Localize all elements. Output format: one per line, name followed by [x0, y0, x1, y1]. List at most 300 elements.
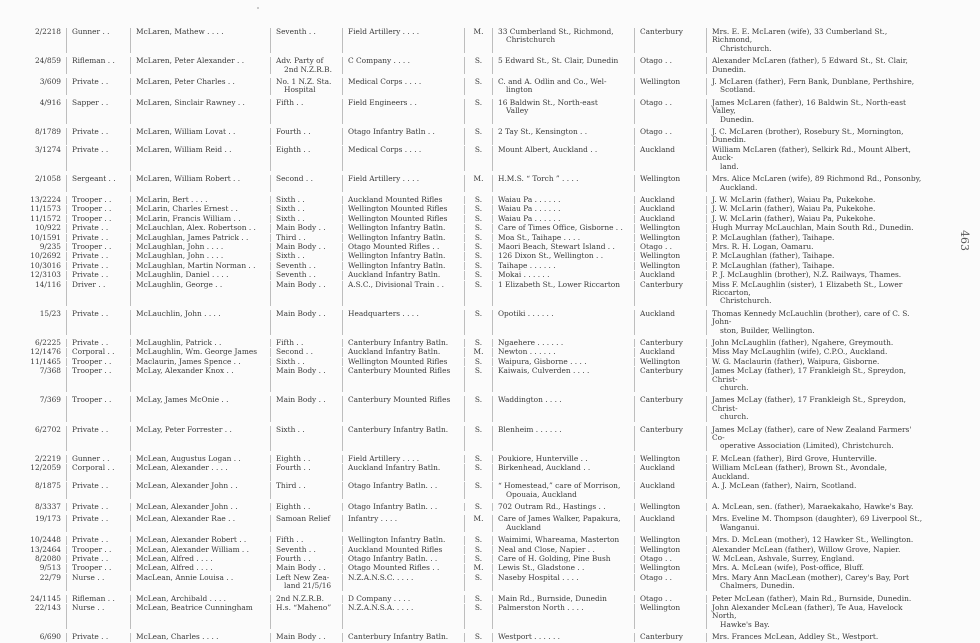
marital-status-text: S.: [474, 194, 483, 204]
next-of-kin: [706, 28, 926, 53]
marital-status: [464, 633, 492, 641]
soldier-name-text: McLean, Augustus Logan . .: [136, 453, 241, 463]
embarkation-unit: [270, 633, 342, 641]
regimental-number-text: 7/369: [39, 395, 61, 405]
soldier-name-text: McLauchlin, John . . . .: [136, 308, 221, 318]
soldier-name-text: McLarin, Francis William . .: [136, 213, 241, 223]
next-of-kin-text: A. McLean, sen. (father), Maraekakaho, Hawke's Bay.: [712, 501, 914, 511]
next-of-kin: [706, 482, 926, 499]
last-address-text: Waiau Pa . . . . . .: [498, 194, 561, 204]
marital-status: [464, 262, 492, 270]
embarkation-unit: [270, 555, 342, 563]
embarkation-unit: [270, 215, 342, 223]
rank: [66, 146, 130, 171]
regimental-number-text: 10/922: [34, 223, 61, 233]
next-of-kin: [706, 464, 926, 481]
soldier-name: [130, 455, 270, 463]
rank: [66, 546, 130, 554]
rank-text: Private . .: [72, 77, 109, 87]
next-of-kin-continuation: Dunedin.: [720, 114, 755, 124]
district: [634, 57, 706, 74]
soldier-name: [130, 426, 270, 451]
embarkation-unit-text: Seventh . .: [276, 270, 316, 280]
embarkation-unit: [270, 271, 342, 279]
unit: [342, 57, 464, 74]
marital-status-text: M.: [473, 347, 484, 357]
last-address-text: Naseby Hospital . . . .: [498, 572, 579, 582]
unit-text: Auckland Infantry Batln.: [348, 463, 441, 473]
district: [634, 595, 706, 603]
unit: [342, 555, 464, 563]
table-row: [0, 464, 930, 481]
marital-status: [464, 604, 492, 629]
soldier-name: [130, 464, 270, 481]
embarkation-unit: [270, 604, 342, 629]
embarkation-unit-text: Fourth . .: [276, 463, 311, 473]
embarkation-unit-text: Samoan Relief: [276, 514, 331, 524]
marital-status-text: S.: [474, 463, 483, 473]
marital-status-text: S.: [474, 223, 483, 233]
marital-status-text: M.: [473, 563, 484, 573]
marital-status-text: S.: [474, 453, 483, 463]
unit: [342, 595, 464, 603]
unit-text: Wellington Infantry Batln.: [348, 251, 446, 261]
embarkation-unit-text: Main Body . .: [276, 366, 326, 376]
district: [634, 348, 706, 356]
district-text: Canterbury: [640, 395, 683, 405]
last-address: [492, 224, 634, 232]
regimental-number: [0, 546, 66, 554]
next-of-kin: [706, 281, 926, 306]
embarkation-unit: [270, 252, 342, 260]
regimental-number-text: 2/1058: [34, 174, 61, 184]
soldier-name-text: McLaughlan, John . . . .: [136, 251, 224, 261]
rank-text: Sergeant . .: [72, 174, 116, 184]
soldier-name: [130, 128, 270, 145]
next-of-kin: [706, 426, 926, 451]
next-of-kin-continuation: Hawke's Bay.: [720, 619, 770, 629]
rank-text: Trooper . .: [72, 366, 112, 376]
embarkation-unit: [270, 482, 342, 499]
embarkation-unit-text: Sixth . .: [276, 194, 305, 204]
rank: [66, 281, 130, 306]
next-of-kin: [706, 503, 926, 511]
soldier-name-text: McLaren, Peter Charles . .: [136, 77, 235, 87]
table-row: [0, 205, 930, 213]
district: [634, 281, 706, 306]
soldier-name-text: MacLean, Annie Louisa . .: [136, 572, 234, 582]
embarkation-unit-text: Second . .: [276, 347, 313, 357]
soldier-name: [130, 482, 270, 499]
last-address-text: Newton . . . . . .: [498, 347, 556, 357]
district-text: Auckland: [640, 270, 675, 280]
next-of-kin: [706, 455, 926, 463]
table-row: [0, 339, 930, 347]
unit-text: Wellington Infantry Batln.: [348, 223, 446, 233]
last-address: [492, 396, 634, 421]
rank: [66, 455, 130, 463]
unit: [342, 546, 464, 554]
district: [634, 426, 706, 451]
embarkation-unit-text: Fifth . .: [276, 338, 304, 347]
unit-text: Auckland Infantry Batln.: [348, 270, 441, 280]
unit: [342, 536, 464, 544]
rank: [66, 205, 130, 213]
soldier-name: [130, 175, 270, 192]
district-text: Canterbury: [640, 338, 683, 347]
district-text: Auckland: [640, 194, 675, 204]
embarkation-unit-text: Sixth . .: [276, 424, 305, 434]
unit-text: Infantry . . . .: [348, 514, 398, 524]
district-text: Wellington: [640, 535, 681, 545]
embarkation-unit-text: Third . .: [276, 232, 306, 242]
rank: [66, 262, 130, 270]
rank: [66, 604, 130, 629]
next-of-kin: [706, 633, 926, 641]
marital-status: [464, 196, 492, 204]
table-row: [0, 215, 930, 223]
unit: [342, 503, 464, 511]
rank: [66, 555, 130, 563]
last-address-text: Neal and Close, Napier . .: [498, 544, 595, 554]
unit: [342, 224, 464, 232]
rank: [66, 464, 130, 481]
soldier-name: [130, 367, 270, 392]
unit-text: Medical Corps . . . .: [348, 144, 422, 154]
unit: [342, 243, 464, 251]
soldier-name: [130, 224, 270, 232]
regimental-number: [0, 633, 66, 641]
marital-status-text: S.: [474, 97, 483, 107]
next-of-kin-text: F. McLean (father), Bird Grove, Hunterville.: [712, 453, 877, 463]
soldier-name-text: McLean, Beatrice Cunningham: [136, 602, 253, 612]
rank: [66, 358, 130, 366]
soldier-name-text: McLean, Charles . . . .: [136, 632, 219, 642]
rank: [66, 196, 130, 204]
table-row: [0, 196, 930, 204]
marital-status: [464, 464, 492, 481]
regimental-number-text: 13/2224: [30, 194, 61, 204]
soldier-name: [130, 604, 270, 629]
embarkation-unit-text: Eighth . .: [276, 144, 311, 154]
district: [634, 464, 706, 481]
soldier-name-text: McLaughlan, James Patrick . .: [136, 232, 249, 242]
embarkation-unit: [270, 367, 342, 392]
embarkation-unit: [270, 310, 342, 335]
regimental-number-text: 9/235: [39, 241, 61, 251]
marital-status-text: S.: [474, 366, 483, 376]
rank-text: Private . .: [72, 535, 109, 545]
marital-status-text: S.: [474, 338, 483, 347]
district: [634, 604, 706, 629]
rank-text: Trooper . .: [72, 194, 112, 204]
unit: [342, 99, 464, 124]
regimental-number: [0, 99, 66, 124]
marital-status-text: S.: [474, 356, 483, 366]
next-of-kin: [706, 146, 926, 171]
last-address: [492, 633, 634, 641]
marital-status-text: S.: [474, 424, 483, 434]
unit-text: Field Engineers . .: [348, 97, 417, 107]
embarkation-unit: [270, 536, 342, 544]
next-of-kin: [706, 271, 926, 279]
rank-text: Nurse . .: [72, 602, 105, 612]
last-address-text: Taihape . . . . . .: [498, 260, 556, 270]
regimental-number: [0, 243, 66, 251]
unit-text: Otago Infantry Batln. . .: [348, 481, 438, 491]
regimental-number-text: 6/2225: [34, 338, 61, 347]
regimental-number: [0, 455, 66, 463]
marital-status: [464, 78, 492, 95]
next-of-kin-text: A. J. McLean (father), Nairn, Scotland.: [712, 481, 857, 491]
embarkation-unit-text: H.s. “Maheno”: [276, 602, 332, 612]
regimental-number: [0, 464, 66, 481]
embarkation-unit-text: Second . .: [276, 174, 313, 184]
embarkation-unit: [270, 358, 342, 366]
regimental-number: [0, 536, 66, 544]
table-row: [0, 252, 930, 260]
embarkation-unit-text: Third . .: [276, 481, 306, 491]
regimental-number: [0, 358, 66, 366]
last-address-text: Mount Albert, Auckland . .: [498, 144, 598, 154]
last-address-text: 16 Baldwin St., North-east: [498, 97, 598, 107]
rank-text: Private . .: [72, 424, 109, 434]
last-address: [492, 78, 634, 95]
embarkation-unit-continuation: 2nd N.Z.R.B.: [284, 64, 332, 74]
marital-status: [464, 252, 492, 260]
soldier-name-text: McLarin, Bert . . . .: [136, 194, 208, 204]
unit: [342, 146, 464, 171]
next-of-kin: [706, 546, 926, 554]
regimental-number: [0, 339, 66, 347]
next-of-kin-text: Mrs. E. E. McLaren (wife), 33 Cumberland St., Richmond,: [712, 27, 888, 45]
next-of-kin-text: William McLean (father), Brown St., Avondale, Auckland.: [712, 463, 888, 481]
regimental-number: [0, 78, 66, 95]
regimental-number: [0, 426, 66, 451]
last-address-text: Waddington . . . .: [498, 395, 562, 405]
regimental-number: [0, 281, 66, 306]
next-of-kin-continuation: Wanganui.: [720, 522, 760, 532]
next-of-kin: [706, 574, 926, 591]
district-text: Canterbury: [640, 279, 683, 289]
next-of-kin-text: John Alexander McLean (father), Te Aua, Havelock North,: [712, 602, 903, 621]
regimental-number-text: 3/609: [39, 77, 61, 87]
next-of-kin: [706, 128, 926, 145]
next-of-kin-continuation: Scotland.: [720, 85, 756, 95]
unit: [342, 348, 464, 356]
next-of-kin-continuation: church.: [720, 383, 749, 393]
soldier-name-text: McLean, Alexander John . .: [136, 501, 238, 511]
rank-text: Private . .: [72, 481, 109, 491]
next-of-kin-text: J. W. McLarin (father), Waiau Pa, Pukekohe.: [712, 194, 876, 204]
marital-status: [464, 367, 492, 392]
last-address-continuation: Christchurch: [506, 35, 556, 45]
marital-status: [464, 128, 492, 145]
unit-text: Canterbury Infantry Batln.: [348, 632, 449, 642]
regimental-number-text: 8/3337: [34, 501, 61, 511]
marital-status: [464, 243, 492, 251]
unit-text: Auckland Mounted Rifles: [348, 544, 443, 554]
last-address: [492, 426, 634, 451]
embarkation-unit-text: Main Body . .: [276, 241, 326, 251]
soldier-name: [130, 262, 270, 270]
rank: [66, 339, 130, 347]
next-of-kin-text: Mrs. Alice McLaren (wife), 89 Richmond Rd., Ponsonby,: [712, 174, 922, 184]
district: [634, 262, 706, 270]
last-address: [492, 546, 634, 554]
rank-text: Private . .: [72, 260, 109, 270]
district: [634, 215, 706, 223]
unit: [342, 271, 464, 279]
embarkation-unit: [270, 426, 342, 451]
regimental-number-text: 24/859: [34, 56, 61, 66]
next-of-kin: [706, 252, 926, 260]
regimental-number-text: 2/2219: [34, 453, 61, 463]
next-of-kin: [706, 57, 926, 74]
table-row: [0, 224, 930, 232]
regimental-number-text: 8/1789: [34, 127, 61, 137]
last-address: [492, 574, 634, 591]
unit: [342, 396, 464, 421]
marital-status: [464, 426, 492, 451]
last-address-continuation: Opouaia, Auckland: [506, 489, 577, 499]
unit-text: Wellington Mounted Rifles: [348, 356, 448, 366]
last-address: [492, 604, 634, 629]
marital-status-text: S.: [474, 501, 483, 511]
soldier-name: [130, 503, 270, 511]
unit: [342, 252, 464, 260]
district: [634, 339, 706, 347]
embarkation-unit: [270, 396, 342, 421]
rank-text: Trooper . .: [72, 544, 112, 554]
rank: [66, 128, 130, 145]
next-of-kin-text: Mrs. Eveline M. Thompson (daughter), 69 Liverpool St.,: [712, 514, 923, 524]
next-of-kin: [706, 536, 926, 544]
embarkation-unit: [270, 464, 342, 481]
embarkation-unit-continuation: land 21/5/16: [284, 581, 332, 591]
table-row: [0, 271, 930, 279]
rank: [66, 224, 130, 232]
last-address-text: Main Rd., Burnside, Dunedin: [498, 593, 607, 603]
district-text: Otago . .: [640, 553, 673, 563]
soldier-name-text: McLauchlan, Alex. Robertson . .: [136, 223, 256, 233]
last-address-continuation: lington: [506, 85, 533, 95]
district: [634, 503, 706, 511]
next-of-kin-text: Alexander McLaren (father), 5 Edward St., St. Clair, Dunedin.: [712, 56, 908, 74]
table-row: [0, 262, 930, 270]
soldier-name-text: McLean, Archibald . . . .: [136, 593, 227, 603]
rank-text: Nurse . .: [72, 572, 105, 582]
soldier-name-text: McLaren, Sinclair Rawney . .: [136, 97, 245, 107]
next-of-kin-text: W. McLean, Ashvale, Surrey, England.: [712, 553, 855, 563]
marital-status: [464, 57, 492, 74]
table-row: [0, 482, 930, 499]
regimental-number: [0, 252, 66, 260]
embarkation-unit: [270, 78, 342, 95]
last-address-text: Waimimi, Whareama, Masterton: [498, 535, 620, 545]
rank: [66, 396, 130, 421]
district: [634, 396, 706, 421]
rank: [66, 57, 130, 74]
last-address-text: C. and A. Odlin and Co., Wel-: [498, 77, 607, 87]
rank-text: Private . .: [72, 223, 109, 233]
last-address: [492, 234, 634, 242]
next-of-kin-text: Mrs. Mary Ann MacLean (mother), Carey's Bay, Port: [712, 572, 909, 582]
district-text: Otago . .: [640, 97, 673, 107]
last-address: [492, 175, 634, 192]
unit: [342, 175, 464, 192]
regimental-number: [0, 604, 66, 629]
table-row: [0, 28, 930, 53]
last-address-text: Waiau Pa . . . . . .: [498, 213, 561, 223]
last-address: [492, 215, 634, 223]
table-row: [0, 564, 930, 572]
last-address-text: Westport . . . . . .: [498, 632, 561, 642]
embarkation-unit: [270, 128, 342, 145]
marital-status-text: S.: [474, 204, 483, 214]
regimental-number: [0, 555, 66, 563]
regimental-number-text: 9/513: [39, 563, 61, 573]
soldier-name-text: McLaren, William Lovat . .: [136, 127, 236, 137]
district-text: Otago . .: [640, 593, 673, 603]
marital-status-text: S.: [474, 213, 483, 223]
rank-text: Private . .: [72, 632, 109, 642]
embarkation-unit: [270, 503, 342, 511]
marital-status-text: S.: [474, 602, 483, 612]
district: [634, 252, 706, 260]
next-of-kin: [706, 348, 926, 356]
next-of-kin-text: Miss May McLaughlin (wife), C.P.O., Auckland.: [712, 347, 888, 357]
marital-status: [464, 358, 492, 366]
last-address: [492, 455, 634, 463]
table-row: [0, 146, 930, 171]
unit: [342, 234, 464, 242]
unit: [342, 339, 464, 347]
last-address-text: Care of James Walker, Papakura,: [498, 514, 621, 524]
embarkation-unit: [270, 196, 342, 204]
last-address-text: 1 Elizabeth St., Lower Riccarton: [498, 279, 621, 289]
rank-text: Private . .: [72, 553, 109, 563]
marital-status-text: M.: [473, 514, 484, 524]
table-row: [0, 536, 930, 544]
embarkation-unit-text: Sixth . .: [276, 251, 305, 261]
last-address: [492, 358, 634, 366]
rank-text: Corporal . .: [72, 347, 115, 357]
embarkation-unit: [270, 455, 342, 463]
rank: [66, 574, 130, 591]
soldier-name-text: McLay, James McOnie . .: [136, 395, 229, 405]
regimental-number-text: 8/2080: [34, 553, 61, 563]
embarkation-unit-text: Main Body . .: [276, 563, 326, 573]
district-text: Auckland: [640, 347, 675, 357]
embarkation-unit: [270, 339, 342, 347]
soldier-name: [130, 99, 270, 124]
unit: [342, 367, 464, 392]
marital-status-text: S.: [474, 251, 483, 261]
soldier-name-text: McLean, Alexander Robert . .: [136, 535, 247, 545]
rank-text: Private . .: [72, 514, 109, 524]
marital-status-text: S.: [474, 553, 483, 563]
regimental-number: [0, 310, 66, 335]
regimental-number-text: 12/1476: [30, 347, 61, 357]
district-text: Auckland: [640, 514, 675, 524]
soldier-name: [130, 281, 270, 306]
last-address: [492, 128, 634, 145]
last-address-text: 702 Outram Rd., Hastings . .: [498, 501, 606, 511]
last-address-text: Birkenhead, Auckland . .: [498, 463, 591, 473]
embarkation-unit: [270, 57, 342, 74]
unit: [342, 196, 464, 204]
